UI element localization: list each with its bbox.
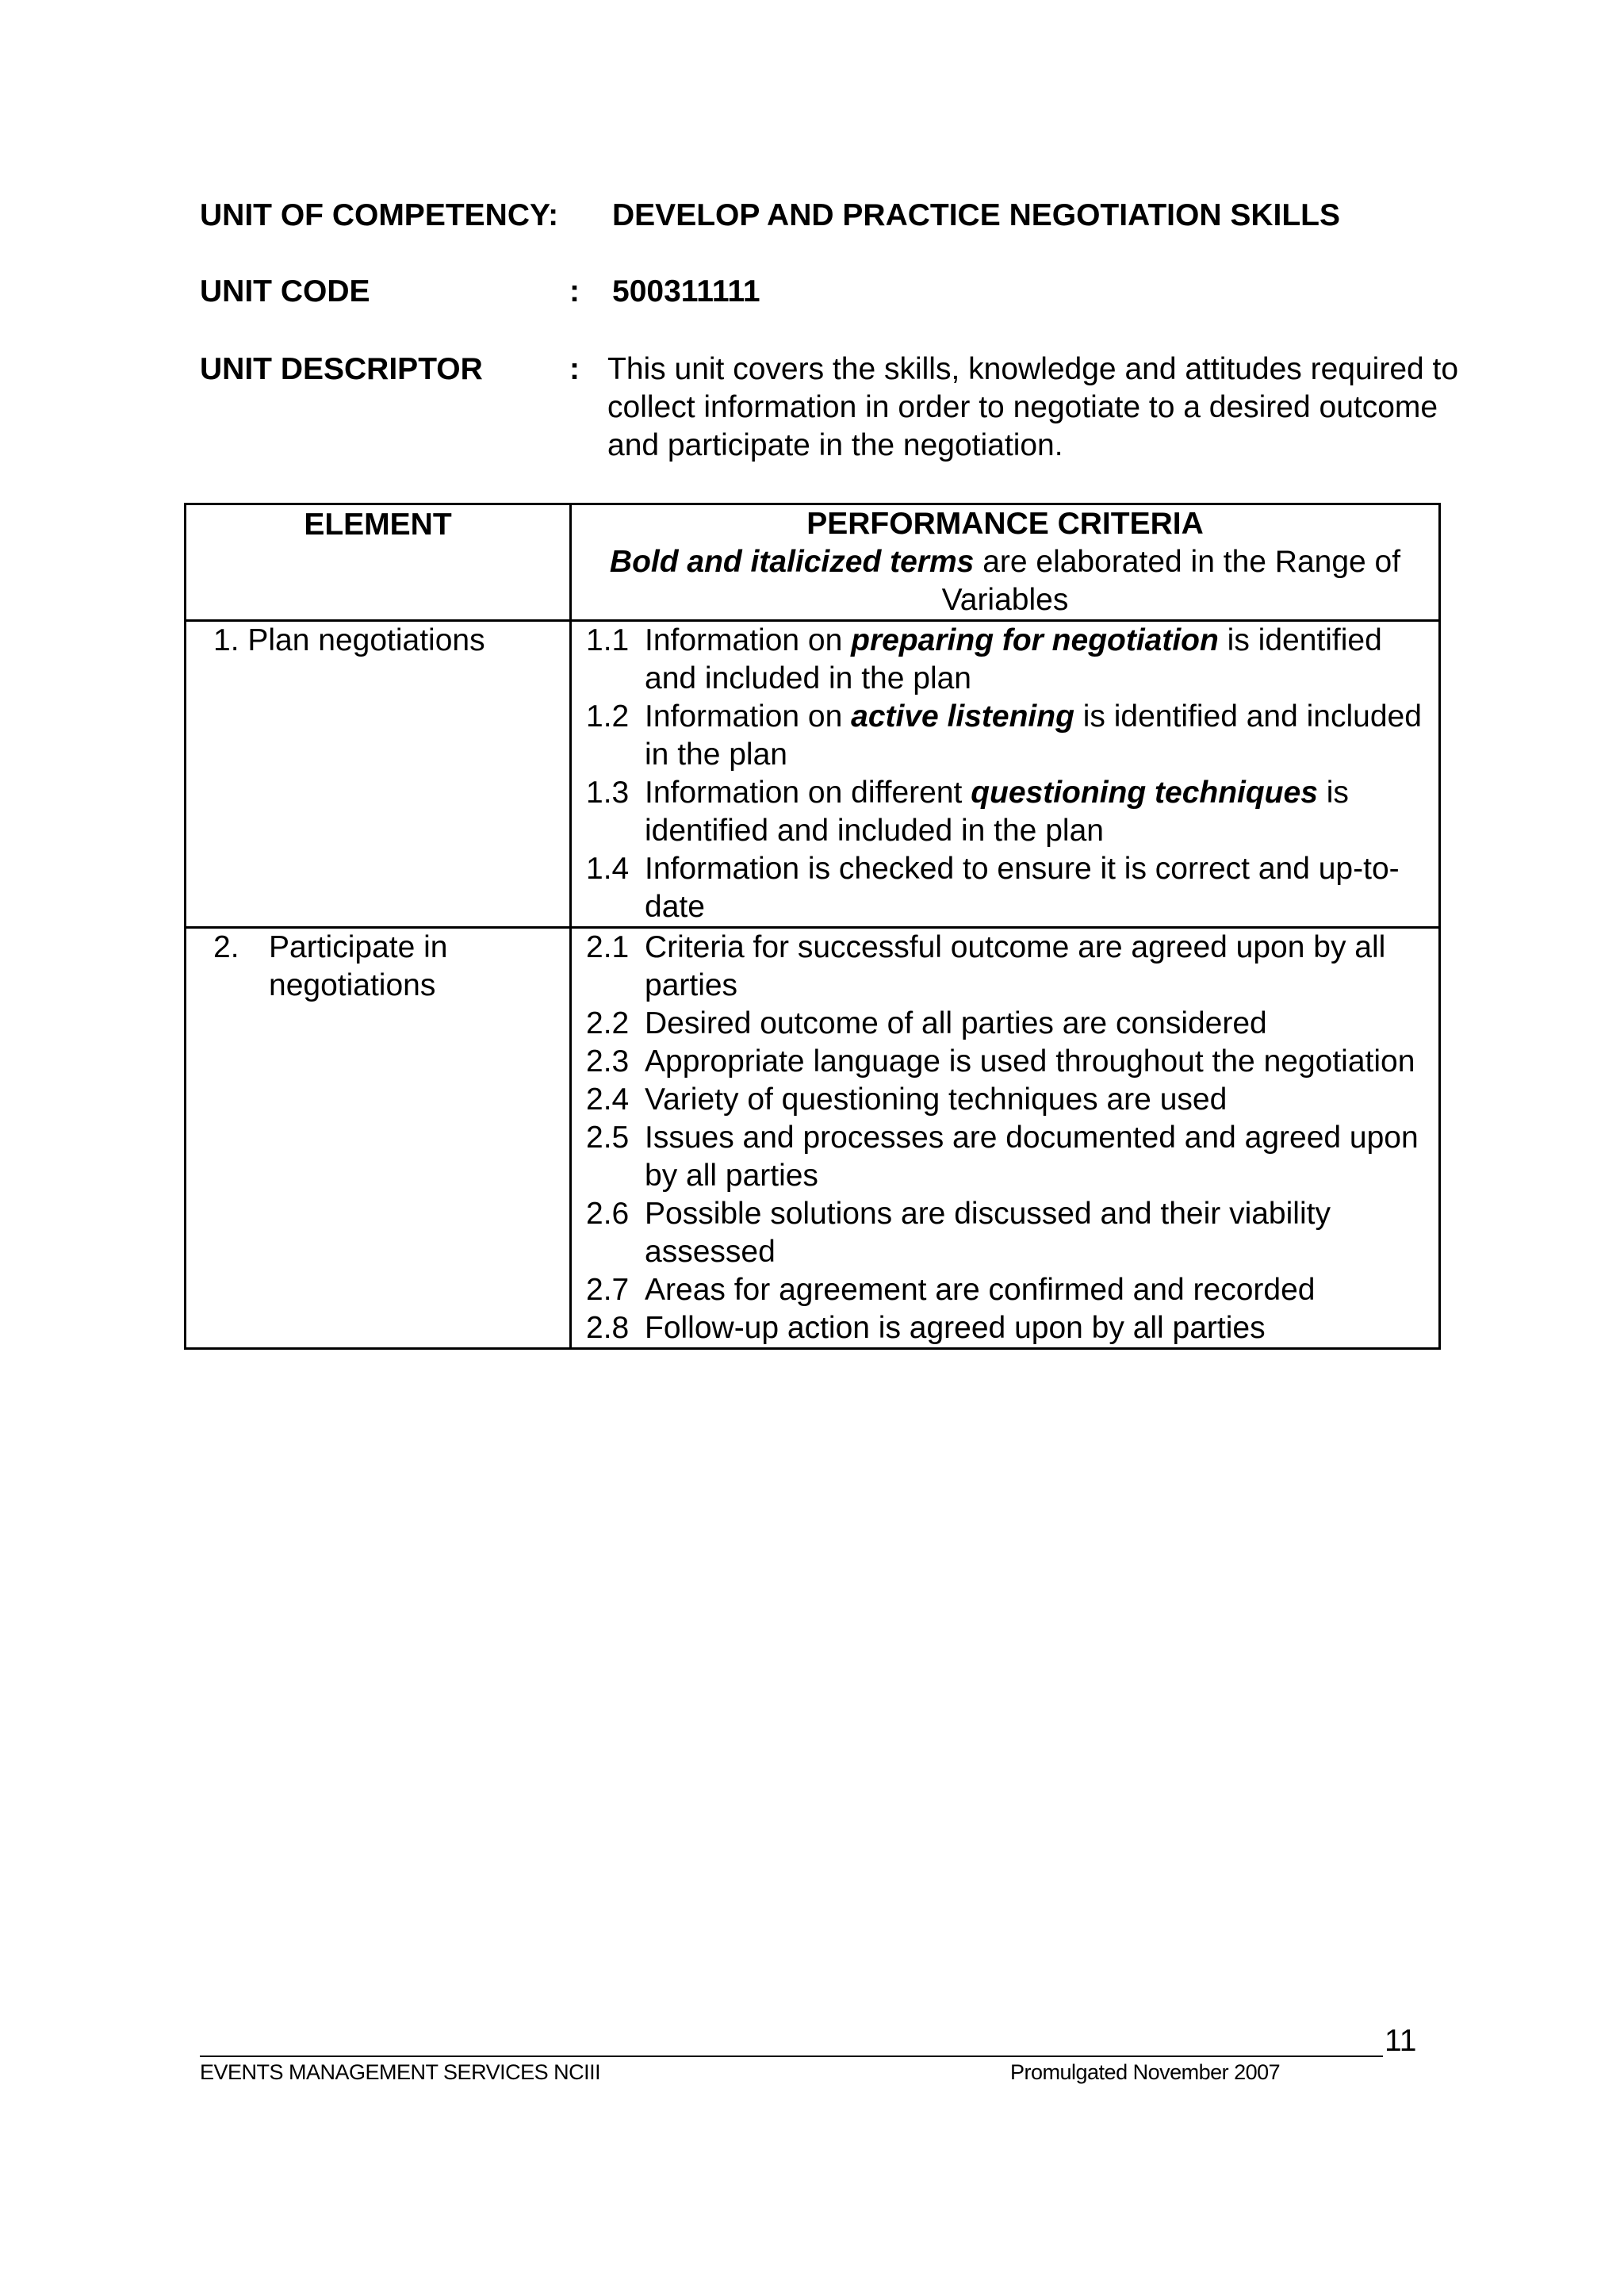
criterion-text xyxy=(645,698,1435,774)
criterion-text: Criteria for successful outcome are agreed upon by all parties xyxy=(645,930,1386,1002)
criterion-item xyxy=(586,1043,1435,1081)
criterion-number: 2.5 xyxy=(586,1121,630,1155)
performance-criteria-column-header xyxy=(571,504,1440,621)
criterion-item xyxy=(586,1119,1435,1195)
performance-criteria-title: PERFORMANCE CRITERIA xyxy=(806,507,1204,541)
footer-divider xyxy=(200,2056,1383,2057)
criterion-item xyxy=(586,698,1435,774)
element-label xyxy=(196,929,560,1005)
performance-criteria-note xyxy=(580,543,1431,619)
unit-descriptor-label: UNIT DESCRIPTOR xyxy=(200,352,483,386)
criterion-item xyxy=(586,1195,1435,1271)
criterion-text: Areas for agreement are confirmed and recorded xyxy=(645,1273,1316,1307)
criterion-number: 1.2 xyxy=(586,699,630,734)
note-rest: are elaborated in the Range of Variables xyxy=(941,545,1401,617)
criterion-text: Issues and processes are documented and agreed upon by all parties xyxy=(645,1121,1419,1193)
element-cell xyxy=(186,928,571,1349)
criterion-text-post: is identified and included in the plan xyxy=(645,699,1422,772)
element-label-line: negotiations xyxy=(269,968,436,1002)
criterion-text: Follow-up action is agreed upon by all parties xyxy=(645,1311,1266,1345)
table-header-row xyxy=(186,504,1440,621)
unit-descriptor-colon: : xyxy=(569,352,580,386)
element-number: 2. xyxy=(213,930,239,964)
criterion-text-post: is identified and included in the plan xyxy=(645,623,1382,695)
criterion-number: 1.1 xyxy=(586,623,630,657)
criterion-text: Variety of questioning techniques are used xyxy=(645,1082,1228,1117)
criterion-item xyxy=(586,774,1435,850)
criterion-key-term: active listening xyxy=(851,699,1074,734)
page-number: 11 xyxy=(1385,2024,1417,2058)
unit-of-competency-value: DEVELOP AND PRACTICE NEGOTIATION SKILLS xyxy=(612,198,1341,232)
unit-descriptor-text: This unit covers the skills, knowledge and attitudes required to collect information in order to negotiate to a desired outcome and participate in the negotiation. xyxy=(607,352,1459,462)
criterion-item xyxy=(586,622,1435,698)
criterion-item xyxy=(586,850,1435,926)
criterion-text-pre: Information on xyxy=(645,623,843,657)
criterion-number: 2.3 xyxy=(586,1044,630,1079)
criteria-cell xyxy=(571,928,1440,1349)
table-row xyxy=(186,928,1440,1349)
criterion-text: Possible solutions are discussed and their viability assessed xyxy=(645,1197,1331,1269)
criterion-text: Information is checked to ensure it is correct and up-to- date xyxy=(645,852,1400,924)
competency-table xyxy=(184,503,1441,1350)
criterion-text-post: is identified and included in the plan xyxy=(645,776,1349,848)
unit-code-colon: : xyxy=(569,274,580,308)
criterion-text xyxy=(645,622,1435,698)
criterion-number: 2.6 xyxy=(586,1197,630,1231)
criterion-text xyxy=(645,774,1435,850)
criterion-key-term: questioning techniques xyxy=(971,776,1318,810)
unit-of-competency-label: UNIT OF COMPETENCY: xyxy=(200,198,559,232)
bold-italic-note: Bold and italicized terms xyxy=(609,545,975,579)
unit-code-label: UNIT CODE xyxy=(200,274,370,308)
criterion-key-term: preparing for negotiation xyxy=(851,623,1219,657)
criterion-item xyxy=(586,929,1435,1005)
footer-promulgation-date: Promulgated November 2007 xyxy=(1010,2060,1281,2084)
criterion-number: 2.7 xyxy=(586,1273,630,1307)
criterion-text-pre: Information on different xyxy=(645,776,963,810)
criterion-text: Appropriate language is used throughout the negotiation xyxy=(645,1044,1415,1079)
criterion-text: Desired outcome of all parties are considered xyxy=(645,1006,1267,1040)
criterion-item xyxy=(586,1309,1435,1347)
criterion-number: 2.1 xyxy=(586,930,630,964)
criterion-number: 2.2 xyxy=(586,1006,630,1040)
criterion-text-pre: Information on xyxy=(645,699,843,734)
criterion-number: 2.8 xyxy=(586,1311,630,1345)
unit-code-value: 500311111 xyxy=(612,274,760,308)
footer-document-title: EVENTS MANAGEMENT SERVICES NCIII xyxy=(200,2060,601,2084)
element-column-header: ELEMENT xyxy=(186,504,571,621)
element-label: 1. Plan negotiations xyxy=(213,623,485,657)
criterion-item xyxy=(586,1271,1435,1309)
element-cell xyxy=(186,621,571,928)
criteria-cell xyxy=(571,621,1440,928)
criterion-item xyxy=(586,1005,1435,1043)
element-label-line: Participate in xyxy=(269,930,448,964)
table-row xyxy=(186,621,1440,928)
criterion-number: 2.4 xyxy=(586,1082,630,1117)
criterion-item xyxy=(586,1081,1435,1119)
criterion-number: 1.4 xyxy=(586,852,630,886)
criterion-number: 1.3 xyxy=(586,776,630,810)
